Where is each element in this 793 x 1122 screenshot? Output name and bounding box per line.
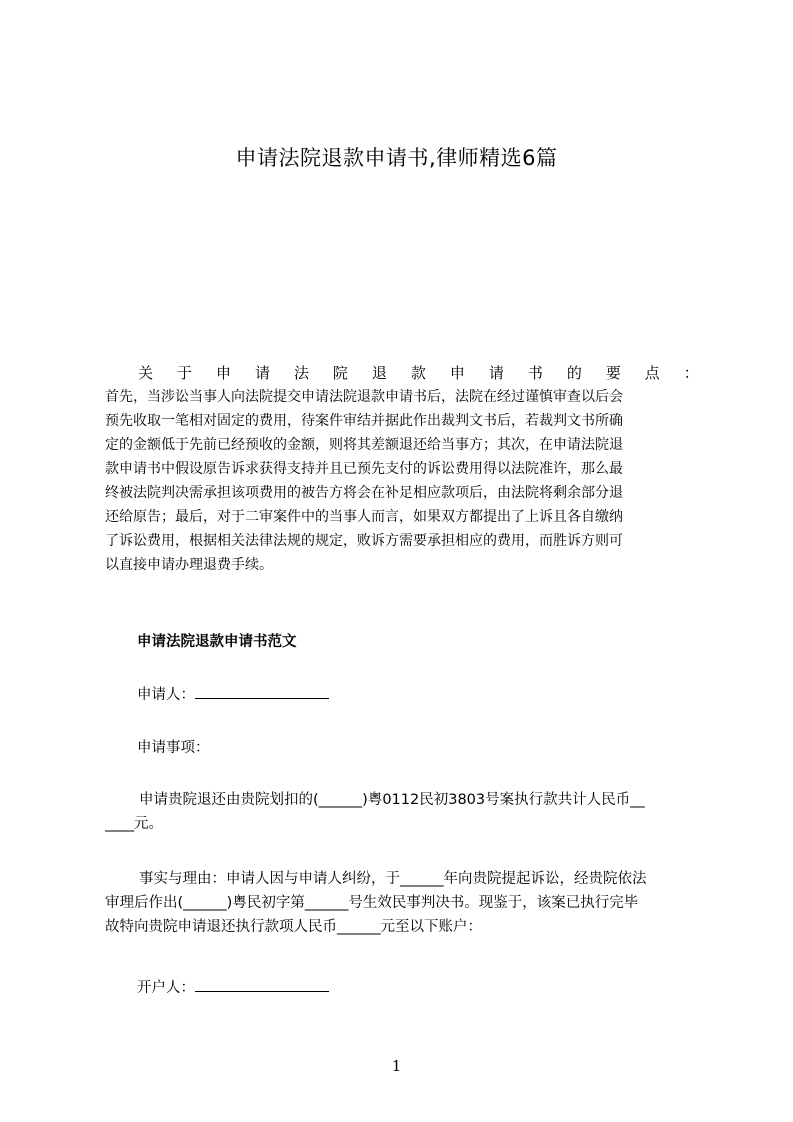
- account-holder-blank: [195, 979, 329, 992]
- paragraph-line: 预先收取一笔相对固定的费用，待案件审结并据此作出裁判文书后，若裁判文书所确: [105, 413, 623, 429]
- paragraph-line: 款申请书中假设原告诉求获得支持并且已预先支付的诉讼费用得以法院准许，那么最: [105, 461, 623, 477]
- applicant-field: [137, 683, 329, 704]
- paragraph-line: 定的金额低于先前已经预收的金额，则将其差额退还给当事方；其次，在申请法院退: [105, 437, 623, 453]
- matters-paragraph: [105, 788, 699, 836]
- heading-char: ：: [683, 364, 699, 382]
- paragraph-line: 审理后作出(______)粤民初字第______号生效民事判决书。现鉴于，该案已执行完毕: [105, 895, 639, 911]
- account-holder-field: [137, 976, 329, 997]
- applicant-label: 申请人：: [137, 687, 195, 703]
- paragraph-line: 首先，当涉讼当事人向法院提交申请法院退款申请书后，法院在经过谨慎审查以后会: [105, 389, 623, 405]
- heading-char: 申: [215, 364, 231, 382]
- paragraph-line: 以直接申请办理退费手续。: [105, 557, 273, 573]
- paragraph-line: 申请贵院退还由贵院划扣的(______)粤0112民初3803号案执行款共计人民币__: [139, 792, 645, 808]
- heading-char: 款: [410, 364, 426, 382]
- heading-char: 要: [605, 364, 621, 382]
- paragraph-line: 了诉讼费用，根据相关法律法规的规定，败诉方需要承担相应的费用，而胜诉方则可: [105, 533, 623, 549]
- paragraph-line: ____元。: [105, 816, 163, 832]
- heading-char: 请: [488, 364, 504, 382]
- heading-char: 点: [644, 364, 660, 382]
- matters-label: 申请事项：: [137, 740, 210, 756]
- heading-char: 书: [527, 364, 543, 382]
- paragraph-line: 终被法院判决需承担该项费用的被告方将会在补足相应款项后，由法院将剩余部分退: [105, 485, 623, 501]
- applicant-blank: [195, 686, 329, 699]
- heading-char: 的: [566, 364, 582, 382]
- heading-char: 院: [332, 364, 348, 382]
- heading-char: 于: [176, 364, 192, 382]
- document-title: 申请法院退款申请书,律师精选6篇: [235, 146, 558, 170]
- heading-char: 法: [293, 364, 309, 382]
- intro-heading: [105, 362, 699, 383]
- paragraph-line: 事实与理由：申请人因与申请人纠纷，于______年向贵院提起诉讼，经贵院依法: [139, 871, 647, 887]
- page-number: 1: [391, 1057, 402, 1075]
- paragraph-line: 还给原告；最后，对于二审案件中的当事人而言，如果双方都提出了上诉且各自缴纳: [105, 509, 623, 525]
- heading-char: 退: [371, 364, 387, 382]
- heading-char: 申: [449, 364, 465, 382]
- heading-char: 请: [254, 364, 270, 382]
- reasons-paragraph: [105, 867, 699, 939]
- paragraph-line: 故特向贵院申请退还执行款项人民币______元至以下账户：: [105, 919, 482, 935]
- account-holder-label: 开户人：: [137, 980, 195, 996]
- heading-char: 关: [138, 364, 154, 382]
- intro-paragraph: [105, 385, 699, 577]
- sample-heading: 申请法院退款申请书范文: [137, 634, 297, 650]
